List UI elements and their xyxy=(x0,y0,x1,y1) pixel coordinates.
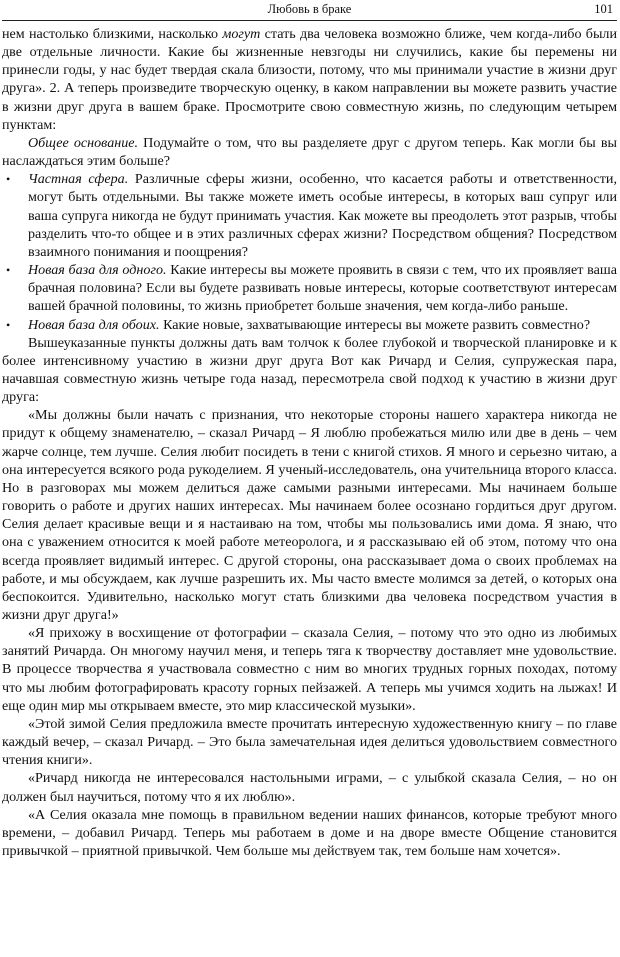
paragraph-quote-richard: «Этой зимой Селия предложила вместе прочитать интересную художественную книгу – по главе каждый вечер, – сказал Ричард. – Это была замечательная идея делиться удовольствием совместного чтения книги». xyxy=(2,715,617,769)
emphasis: Новая база для одного. xyxy=(28,262,167,279)
paragraph-common-ground xyxy=(2,134,617,170)
text-run: Какие новые, захватывающие интересы вы можете развить совместно? xyxy=(159,316,591,333)
emphasis: Общее основание. xyxy=(28,134,139,151)
emphasis: Частная сфера. xyxy=(28,171,129,188)
emphasis: могут xyxy=(222,26,261,42)
list-item xyxy=(2,316,617,334)
paragraph-continued xyxy=(2,25,617,134)
running-title: Любовь в браке xyxy=(267,2,352,16)
paragraph-quote-celia: «Ричард никогда не интересовался настольными играми, – с улыбкой сказала Селия, – но он должен был научиться, потому что я их люблю». xyxy=(2,770,617,805)
running-header xyxy=(2,0,617,21)
emphasis: Новая база для обоих. xyxy=(28,316,160,333)
paragraph-quote-celia: «Я прихожу в восхищение от фотографии – сказала Селия, – потому что это одно из любимых занятий Ричарда. Он многому научил меня, и теперь тяга к творчеству доставляет мне удовольствие. В процессе творчества я участвовала совместно с ним во многих трудных горных походах, потому что мы любим фотографировать красоту горных пейзажей. А теперь мы учимся ходить на лыжах! И еще один мир мы открываем вместе, это мир классической музыки». xyxy=(2,625,617,714)
bullet-icon: • xyxy=(6,317,11,332)
paragraph: Вышеуказанные пункты должны дать вам толчок к более глубокой и творческой планировке и к более интенсивному участию в жизни друг друга Вот как Ричард и Селия, супружеская пара, начавшая совместную жизнь четыре года назад, пересмотрела свой подход к участию в жизни друг друга: xyxy=(2,334,617,406)
text-run: Подумайте о том, что вы разделяете друг с другом теперь. Как могли бы вы наслаждаться этим больше? xyxy=(2,134,617,170)
text-run: Различные сферы жизни, особенно, что касается работы и ответственности, могут быть отдельными. Вы также можете иметь особые интересы, в которых ваш супруг или ваша супруга никогда не будут принимать участия. Как можете вы преодолеть этот разрыв, чтобы разделить что-то общее и в этих различных сферах жизни? Посредством общения? Посредством взаимного понимания и поощрения? xyxy=(28,171,617,260)
paragraph-quote-richard: «Мы должны были начать с признания, что некоторые стороны нашего характера никогда не придут к общему знаменателю, – сказал Ричард – Я люблю пробежаться милю или две в день – чем жарче солнце, тем лучше. Селия любит посидеть в тени с книгой стихов. Я много и серьезно читаю, а она интересуется всякого рода рукоделием. Я ученый-исследователь, она учительница второго класса. Но в разговорах мы можем делиться даже самыми разными интересами. Мы начинаем больше говорить о работе и других наших интересах. Мы начинаем более осознано гордиться друг другом. Селия делает красивые вещи и я настаиваю на том, чтобы мы пользовались ими дома. Я знаю, что она с уважением относится к моей работе метеоролога, и я рассказываю ей об этом, потому что она всегда проявляет видимый интерес. С другой стороны, она рассказывает дома о своих проблемах на работе, и мы обсуждаем, как лучше разрешить их. Мы часто вместе молимся за детей, о которых она беспокоится. Удивительно, насколько могут стать близкими два человека посредством участия в жизни друг друга!» xyxy=(2,407,617,623)
page-number: 101 xyxy=(594,2,613,16)
paragraph-quote-richard: «А Селия оказала мне помощь в правильном ведении наших финансов, которые требуют много времени, – добавил Ричард. Теперь мы работаем в доме и на дворе вместе Общение становится привычкой – приятной привычкой. Чем больше мы действуем так, тем больше нам хочется». xyxy=(2,806,617,860)
bullet-icon: • xyxy=(6,172,11,187)
list-item xyxy=(2,261,617,315)
bullet-list xyxy=(2,170,617,333)
list-item xyxy=(2,170,617,261)
bullet-icon: • xyxy=(6,263,11,278)
text-run: Какие интересы вы можете проявить в связи с тем, что их проявляет ваша брачная половина? Если вы будете развивать новые интересы, которые соответствуют интересам вашей брачной половины, то жизнь приобретет больше значения, чем когда-либо раньше. xyxy=(28,262,617,315)
text-run: стать два человека возможно ближе, чем когда-либо были две отдельные личности. Какие бы жизненные невзгоды ни случились, какие бы перемены ни принесли годы, у нас будет твердая скала близости, потому, что мы принимали участие в жизни друг друга». 2. А теперь произведите творческую оценку, в каком направлении вы можете развить участие в жизни друг друга в вашем браке. Просмотрите свою совместную жизнь, по следующим четырем пунктам: xyxy=(2,26,618,133)
text-run: нем настолько близкими, насколько xyxy=(2,26,223,42)
